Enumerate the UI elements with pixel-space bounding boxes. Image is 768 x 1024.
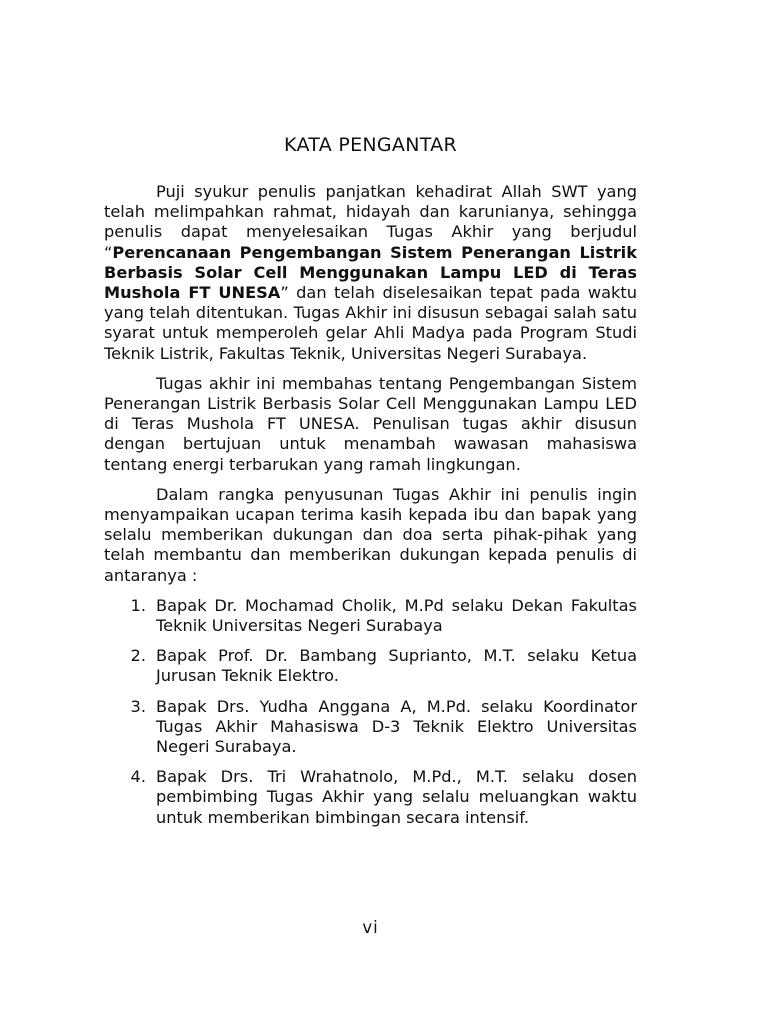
- list-item: [104, 767, 637, 828]
- paragraph-1: [104, 182, 637, 364]
- acknowledgement-list: [104, 596, 637, 828]
- list-item: [104, 697, 637, 758]
- list-item: [104, 596, 637, 636]
- paragraph-1-intro: Puji syukur penulis panjatkan kehadirat Allah SWT yang telah melimpahkan rahmat, hidayah dan karunianya, sehingga penulis dapat menyelesaikan Tugas Akhir yang berjudul “: [104, 182, 637, 262]
- page-title: KATA PENGANTAR: [284, 134, 457, 156]
- document-body: [104, 182, 637, 838]
- list-item-text: Bapak Prof. Dr. Bambang Suprianto, M.T. selaku Ketua Jurusan Teknik Elektro.: [156, 646, 637, 686]
- list-item-text: Bapak Drs. Tri Wrahatnolo, M.Pd., M.T. selaku dosen pembimbing Tugas Akhir yang selalu meluangkan waktu untuk memberikan bimbingan secara intensif.: [156, 767, 637, 827]
- list-item-text: Bapak Drs. Yudha Anggana A, M.Pd. selaku Koordinator Tugas Akhir Mahasiswa D-3 Teknik Elektro Universitas Negeri Surabaya.: [156, 696, 637, 757]
- paragraph-1-rest: ” dan telah diselesaikan tepat pada waktu yang telah ditentukan. Tugas Akhir ini disusun sebagai salah satu syarat untuk memperoleh gelar Ahli Madya pada Program Studi Teknik Listrik, Fakultas Teknik, Universitas Negeri Surabaya.: [104, 283, 637, 363]
- list-item: [104, 646, 637, 686]
- paragraph-3: Dalam rangka penyusunan Tugas Akhir ini penulis ingin menyampaikan ucapan terima kasih kepada ibu dan bapak yang selalu memberikan dukungan dan doa serta pihak-pihak yang telah membantu dan memberikan dukungan kepada penulis di antaranya :: [104, 484, 637, 585]
- thesis-title: Perencanaan Pengembangan Sistem Penerangan Listrik Berbasis Solar Cell Menggunakan Lampu LED di Teras Mushola FT UNESA: [104, 242, 637, 303]
- list-item-number: 3.: [130, 696, 146, 716]
- list-item-text: Bapak Dr. Mochamad Cholik, M.Pd selaku Dekan Fakultas Teknik Universitas Negeri Surabaya: [156, 595, 637, 636]
- paragraph-2: Tugas akhir ini membahas tentang Pengembangan Sistem Penerangan Listrik Berbasis Solar Cell Menggunakan Lampu LED di Teras Mushola FT UNESA. Penulisan tugas akhir disusun dengan bertujuan untuk menambah wawasan mahasiswa tentang energi terbarukan yang ramah lingkungan.: [104, 373, 637, 474]
- list-item-number: 1.: [130, 595, 146, 615]
- list-item-number: 2.: [130, 646, 146, 666]
- list-item-number: 4.: [130, 767, 146, 787]
- page-number: vi: [362, 918, 379, 937]
